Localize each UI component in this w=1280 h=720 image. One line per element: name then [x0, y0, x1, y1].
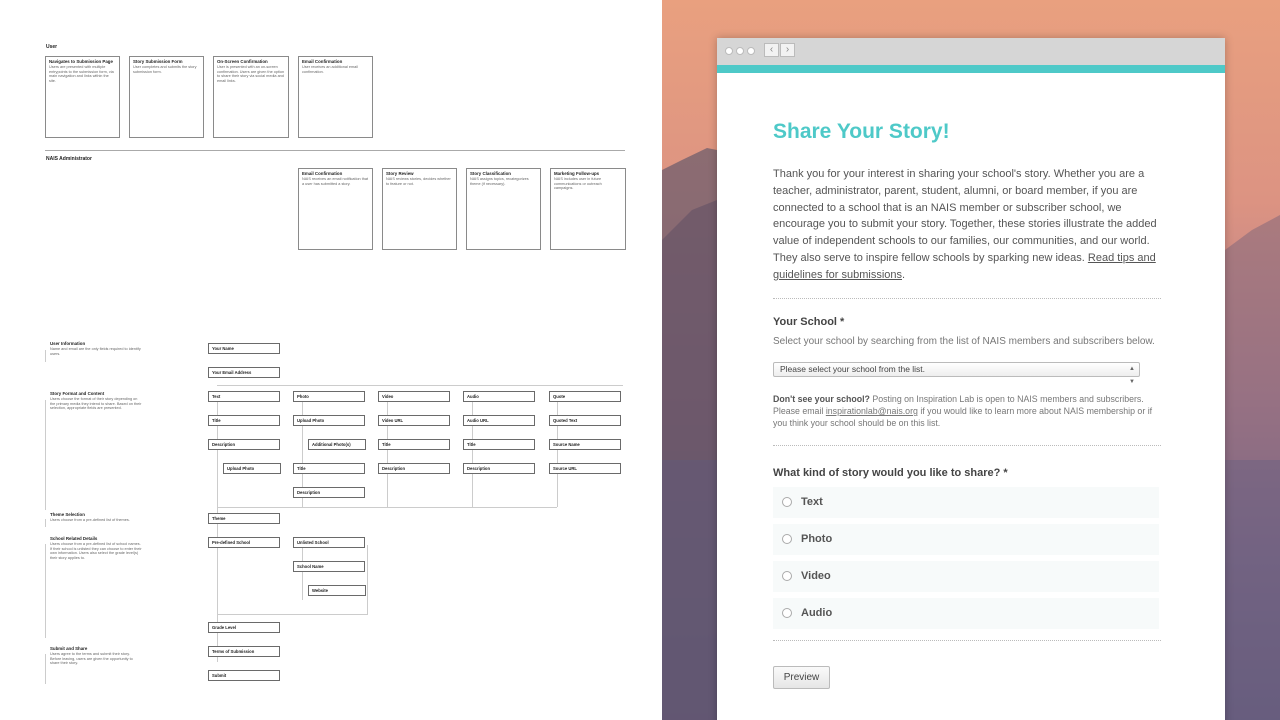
page-title: Share Your Story!: [773, 120, 950, 143]
wf-audio: Audio: [463, 391, 535, 402]
wf-quoted-text: Quoted Text: [549, 415, 621, 426]
school-note: Don't see your school? Posting on Inspiration Lab is open to NAIS members and subscribers. Please email inspirationlab@nais.org if you would like to learn more about NAIS membership or if you think your school should be on this list.: [773, 393, 1153, 429]
wf-field-email: Your Email Address: [208, 367, 280, 378]
school-label: Your School *: [773, 315, 845, 328]
browser-chrome: [717, 38, 1225, 65]
close-dot-icon[interactable]: [725, 47, 733, 55]
admin-row-label: NAIS Administrator: [46, 156, 92, 162]
guidelines-link[interactable]: Read tips and guidelines for submissions: [773, 251, 1156, 281]
wf-source-url: Source URL: [549, 463, 621, 474]
user-card-form: Story Submission Form User completes and submits the story submission form.: [129, 56, 204, 138]
wf-additional-photos: Additional Photo(s): [308, 439, 366, 450]
wf-grade-level: Grade Level: [208, 622, 280, 633]
section-theme: Theme Selection Users choose from a pre-defined list of themes.: [50, 512, 130, 522]
wf-text: Text: [208, 391, 280, 402]
back-arrow-icon[interactable]: ‹: [764, 43, 779, 57]
section-story-format: Story Format and Content Users choose the format of their story depending on the primary media they intend to share. Based on their selection, appropriate fields are presented.: [50, 391, 142, 411]
divider: [773, 640, 1161, 641]
wf-upload-photo: Upload Photo: [293, 415, 365, 426]
user-row-label: User: [46, 44, 58, 50]
wf-theme: Theme: [208, 513, 280, 524]
user-card-onscreen: On-Screen Confirmation User is presented with an on-screen confirmation. Users are given the option to share their story via social media and email links.: [213, 56, 289, 138]
browser-mockup-panel: [662, 0, 1280, 720]
divider: [773, 445, 1161, 446]
school-select[interactable]: Please select your school from the list. ▲ ▼: [773, 362, 1140, 377]
story-type-options: [773, 487, 1161, 629]
wf-audio-desc: Description: [463, 463, 535, 474]
section-school: School Related Details Users choose from a pre-defined list of school names. If their school is unlisted they can choose to enter their own information. Users also select the grade level(s) their story applies to.: [50, 536, 142, 560]
story-type-label: What kind of story would you like to share? *: [773, 466, 1008, 479]
preview-button[interactable]: Preview: [773, 666, 830, 689]
option-photo[interactable]: Photo: [773, 524, 1159, 555]
minimize-dot-icon[interactable]: [736, 47, 744, 55]
wf-upload-photo-2: Upload Photo: [223, 463, 281, 474]
option-video[interactable]: Video: [773, 561, 1159, 592]
wf-description: Description: [208, 439, 280, 450]
wf-submit: Submit: [208, 670, 280, 681]
wf-unlisted-school: Unlisted School: [293, 537, 365, 548]
user-card-email: Email Confirmation User receives an additional email confirmation.: [298, 56, 373, 138]
select-caret-icon: ▲ ▼: [1129, 365, 1135, 385]
story-form: [773, 118, 1161, 689]
wf-terms: Terms of Submission: [208, 646, 280, 657]
wf-photo: Photo: [293, 391, 365, 402]
wf-predefined-school: Pre-defined School: [208, 537, 280, 548]
forward-arrow-icon[interactable]: ›: [780, 43, 795, 57]
user-card-navigate: Navigates to Submission Page Users are presented with multiple entrypoints to the submission form, via main navigation and links within the site.: [45, 56, 120, 138]
wf-quote: Quote: [549, 391, 621, 402]
wf-school-name: School Name: [293, 561, 365, 572]
section-user-info: User Information Name and email are the only fields required to identify users.: [50, 341, 141, 356]
wf-website: Website: [308, 585, 366, 596]
section-submit: Submit and Share Users agree to the terms and submit their story. Before leaving, users are given the opportunity to share their story.: [50, 646, 133, 666]
radio-icon[interactable]: [782, 608, 792, 618]
email-link[interactable]: inspirationlab@nais.org: [825, 405, 918, 416]
option-text[interactable]: Text: [773, 487, 1159, 518]
admin-card-review: Story Review NAIS reviews stories, decides whether to feature or not.: [382, 168, 457, 250]
intro-paragraph: Thank you for your interest in sharing your school's story. Whether you are a teacher, administrator, parent, student, alumni, or board member, if you are connected to a school that is an NAIS member or subscriber school, we encourage you to submit your story. Together, these stories illustrate the added value of independent schools to our families, our communities, and our world. They also serve to inspire fellow schools by sparking new ideas. Read tips and guidelines for submissions.: [773, 168, 1157, 281]
radio-icon[interactable]: [782, 534, 792, 544]
wf-video-url: Video URL: [378, 415, 450, 426]
admin-card-marketing: Marketing Follow-ups NAIS includes user in future communications or outreach campaigns.: [550, 168, 626, 250]
divider: [773, 298, 1161, 299]
maximize-dot-icon[interactable]: [747, 47, 755, 55]
school-help-text: Select your school by searching from the list of NAIS members and subscribers below.: [773, 335, 1155, 347]
radio-icon[interactable]: [782, 571, 792, 581]
admin-card-classification: Story Classification NAIS assigns topics, recategorizes theme (if necessary).: [466, 168, 541, 250]
wf-source-name: Source Name: [549, 439, 621, 450]
option-audio[interactable]: Audio: [773, 598, 1159, 629]
radio-icon[interactable]: [782, 497, 792, 507]
wf-video: Video: [378, 391, 450, 402]
admin-card-email: Email Confirmation NAIS receives an email notification that a user has submitted a story.: [298, 168, 373, 250]
wf-audio-url: Audio URL: [463, 415, 535, 426]
wf-text-title: Title: [208, 415, 280, 426]
teal-header-bar: [717, 65, 1225, 73]
wf-photo-desc: Description: [293, 487, 365, 498]
wf-field-name: Your Name: [208, 343, 280, 354]
divider: [45, 150, 625, 151]
wf-video-title: Title: [378, 439, 450, 450]
wf-audio-title: Title: [463, 439, 535, 450]
wf-photo-title: Title: [293, 463, 365, 474]
wf-video-desc: Description: [378, 463, 450, 474]
browser-window: [717, 38, 1225, 720]
